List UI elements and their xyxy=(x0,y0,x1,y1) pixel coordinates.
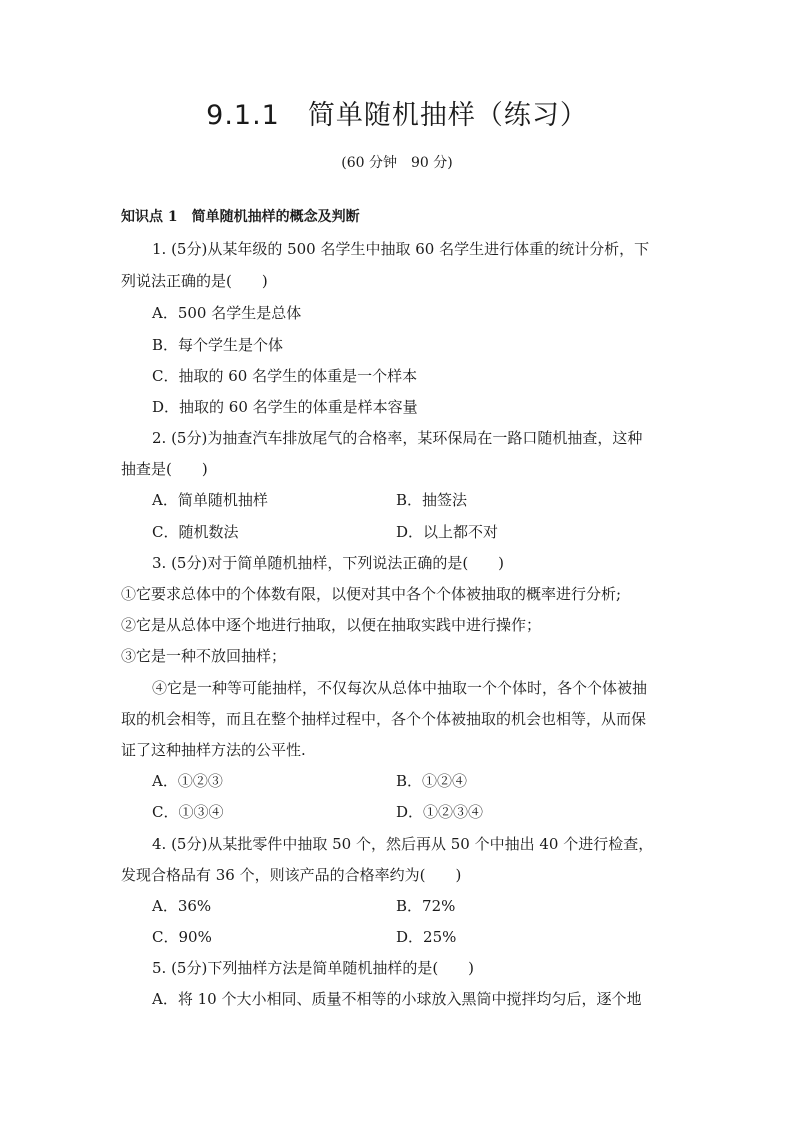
question-3-text: 3. (5分)对于简单随机抽样，下列说法正确的是( ) xyxy=(152,554,505,572)
section-heading: 知识点 1 简单随机抽样的概念及判断 xyxy=(121,209,360,225)
question-2-option-d: D．以上都不对 xyxy=(396,523,499,541)
question-4-option-b: B．72% xyxy=(396,897,456,915)
question-3-statement-4: ④它是一种等可能抽样，不仅每次从总体中抽取一个个体时，各个个体被抽 xyxy=(152,679,648,697)
question-1-option-b: B．每个学生是个体 xyxy=(152,336,284,354)
question-1-option-d: D．抽取的 60 名学生的体重是样本容量 xyxy=(152,398,418,416)
question-2-text: 2. (5分)为抽查汽车排放尾气的合格率，某环保局在一路口随机抽查，这种 xyxy=(152,429,643,447)
question-4-option-d: D．25% xyxy=(396,928,457,946)
question-3-statement-4-cont: 取的机会相等，而且在整个抽样过程中，各个个体被抽取的机会也相等，从而保 xyxy=(121,710,647,728)
question-3-option-a: A．①②③ xyxy=(152,772,223,790)
question-4-option-c: C．90% xyxy=(152,928,212,946)
question-4-text: 4. (5分)从某批零件中抽取 50 个，然后再从 50 个中抽出 40 个进行检查， xyxy=(152,835,654,853)
time-score-subtitle: (60 分钟 90 分) xyxy=(341,155,453,171)
question-1-text-cont: 列说法正确的是( ) xyxy=(121,272,268,290)
question-3-statement-2: ②它是从总体中逐个地进行抽取，以便在抽取实践中进行操作； xyxy=(121,616,542,634)
question-3-option-c: C．①③④ xyxy=(152,803,224,821)
question-3-statement-1: ①它要求总体中的个体数有限，以便对其中各个个体被抽取的概率进行分析; xyxy=(121,585,622,603)
question-1-text: 1. (5分)从某年级的 500 名学生中抽取 60 名学生进行体重的统计分析，下 xyxy=(152,240,650,258)
question-3-option-b: B．①②④ xyxy=(396,772,468,790)
question-2-option-a: A．简单随机抽样 xyxy=(152,491,268,509)
question-1-option-c: C．抽取的 60 名学生的体重是一个样本 xyxy=(152,367,418,385)
question-3-statement-4-end: 证了这种抽样方法的公平性. xyxy=(121,741,306,759)
question-4-text-cont: 发现合格品有 36 个，则该产品的合格率约为( ) xyxy=(121,866,462,884)
question-2-option-b: B．抽签法 xyxy=(396,491,468,509)
question-4-option-a: A．36% xyxy=(152,897,212,915)
page-title: 9.1.1 简单随机抽样（练习） xyxy=(206,100,588,131)
question-3-option-d: D．①②③④ xyxy=(396,803,484,821)
question-2-text-cont: 抽查是( ) xyxy=(121,460,208,478)
question-5-option-a: A．将 10 个大小相同、质量不相等的小球放入黑筒中搅拌均匀后，逐个地 xyxy=(152,990,642,1008)
question-5-text: 5. (5分)下列抽样方法是简单随机抽样的是( ) xyxy=(152,959,475,977)
question-2-option-c: C．随机数法 xyxy=(152,523,239,541)
question-1-option-a: A．500 名学生是总体 xyxy=(152,304,302,322)
question-3-statement-3: ③它是一种不放回抽样； xyxy=(121,647,287,665)
